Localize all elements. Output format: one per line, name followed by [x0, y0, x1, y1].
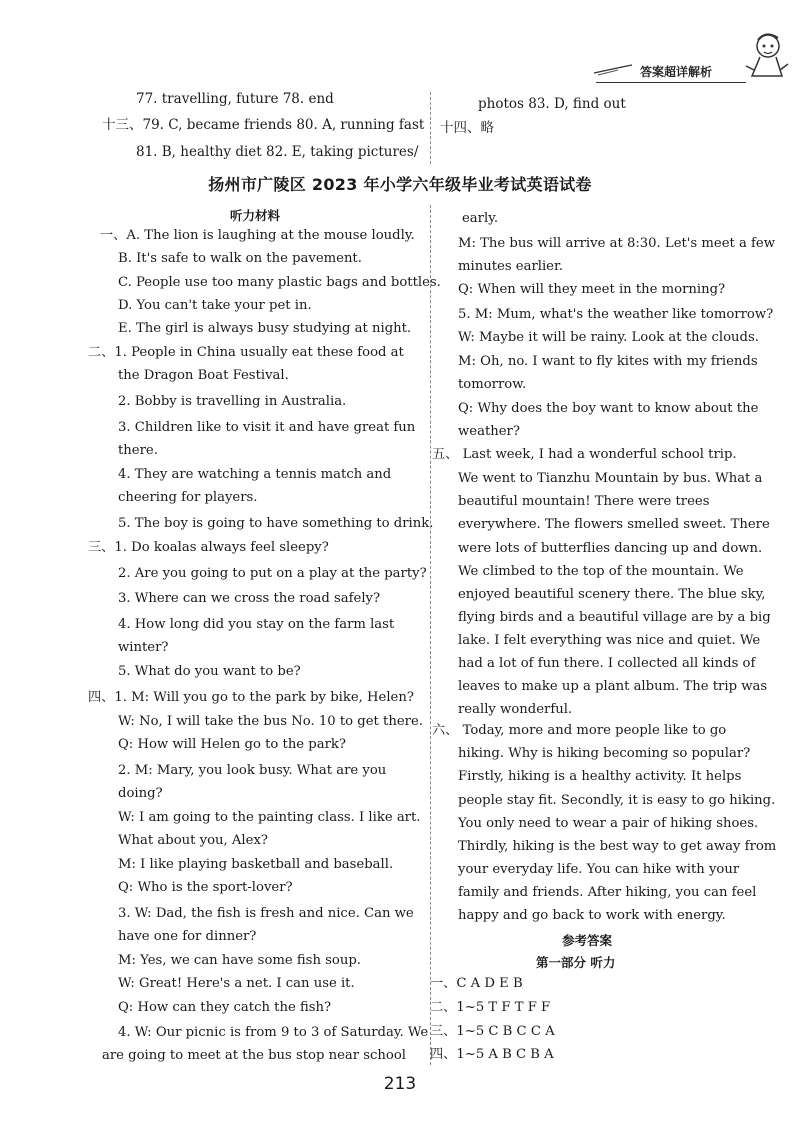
text-line: doing? [118, 786, 163, 801]
text-line: weather? [458, 424, 520, 439]
top-answer-line: 77. travelling, future 78. end [136, 91, 334, 107]
text-line: 3. Children like to visit it and have great fun [118, 420, 416, 435]
text-line: have one for dinner? [118, 929, 257, 944]
pen-icon [592, 63, 636, 77]
answer-line: 二、1~5 T F T F F [430, 1000, 551, 1015]
text-line: M: Oh, no. I want to fly kites with my friends [458, 354, 758, 369]
text-line: M: Yes, we can have some fish soup. [118, 953, 361, 968]
header-decoration [592, 62, 636, 81]
text-line: W: Maybe it will be rainy. Look at the clouds. [458, 330, 759, 345]
exam-title: 扬州市广陵区 2023 年小学六年级毕业考试英语试卷 [208, 175, 592, 194]
text-line: W: No, I will take the bus No. 10 to get there. [118, 714, 423, 729]
text-line: Q: Why does the boy want to know about the [458, 401, 759, 416]
text-line: 一、A. The lion is laughing at the mouse loudly. [100, 228, 415, 243]
text-line: cheering for players. [118, 490, 258, 505]
text-line: early. [462, 211, 499, 226]
text-line: C. People use too many plastic bags and bottles. [118, 275, 441, 290]
text-line: 2. Bobby is travelling in Australia. [118, 394, 347, 409]
text-line: are going to meet at the bus stop near school [102, 1048, 407, 1063]
text-line: You only need to wear a pair of hiking shoes. [458, 816, 759, 831]
column-divider-top [430, 92, 431, 164]
section-heading-listening: 听力材料 [230, 208, 281, 223]
text-line: 4. They are watching a tennis match and [118, 467, 392, 482]
section-heading-answers: 参考答案 [562, 933, 613, 948]
text-line: really wonderful. [458, 702, 573, 717]
text-line: 2. Are you going to put on a play at the party? [118, 566, 427, 581]
text-line: We climbed to the top of the mountain. We [458, 564, 744, 579]
section-heading-part1: 第一部分 听力 [536, 955, 616, 970]
text-line: 5. What do you want to be? [118, 664, 301, 679]
text-line: flying birds and a beautiful village are by a big [458, 610, 771, 625]
text-line: hiking. Why is hiking becoming so popular? [458, 746, 751, 761]
text-line: winter? [118, 640, 169, 655]
text-line: D. You can't take your pet in. [118, 298, 312, 313]
text-line: were lots of butterflies dancing up and down. [458, 541, 763, 556]
text-line: W: Great! Here's a net. I can use it. [118, 976, 355, 991]
mascot-illustration [742, 30, 792, 90]
text-line: 5. The boy is going to have something to drink. [118, 516, 434, 531]
answer-line: 四、1~5 A B C B A [430, 1047, 554, 1062]
text-line: the Dragon Boat Festival. [118, 368, 289, 383]
cartoon-boy-icon [742, 30, 792, 86]
text-line: B. It's safe to walk on the pavement. [118, 251, 362, 266]
text-line: leaves to make up a plant album. The trip was [458, 679, 768, 694]
text-line: Q: How can they catch the fish? [118, 1000, 332, 1015]
text-line: had a lot of fun there. I collected all kinds of [458, 656, 756, 671]
top-answer-line: 81. B, healthy diet 82. E, taking pictures/ [136, 144, 419, 160]
text-line: minutes earlier. [458, 259, 564, 274]
text-line: M: I like playing basketball and baseball. [118, 857, 394, 872]
text-line: 5. M: Mum, what's the weather like tomorrow? [458, 307, 774, 322]
text-line: Firstly, hiking is a healthy activity. It helps [458, 769, 742, 784]
text-line: 3. W: Dad, the fish is fresh and nice. Can we [118, 906, 414, 921]
text-line: M: The bus will arrive at 8:30. Let's meet a few [458, 236, 776, 251]
text-line: people stay fit. Secondly, it is easy to go hiking. [458, 793, 776, 808]
text-line: Q: How will Helen go to the park? [118, 737, 346, 752]
text-line: family and friends. After hiking, you can feel [458, 885, 757, 900]
header-brand: 答案超详解析 [640, 65, 713, 79]
text-line: Q: When will they meet in the morning? [458, 282, 726, 297]
text-line: 3. Where can we cross the road safely? [118, 591, 381, 606]
text-line: Q: Who is the sport-lover? [118, 880, 293, 895]
text-line: tomorrow. [458, 377, 527, 392]
top-answer-line: photos 83. D, find out [478, 96, 626, 112]
top-answer-line: 十三、79. C, became friends 80. A, running fast [102, 117, 425, 133]
text-line: there. [118, 443, 158, 458]
text-line: 三、1. Do koalas always feel sleepy? [88, 540, 329, 555]
text-line: happy and go back to work with energy. [458, 908, 726, 923]
text-line: your everyday life. You can hike with your [458, 862, 740, 877]
text-line: 四、1. M: Will you go to the park by bike, Helen? [88, 690, 414, 705]
answer-line: 一、C A D E B [430, 976, 523, 991]
header-rule [596, 82, 746, 83]
text-line: enjoyed beautiful scenery there. The blue sky, [458, 587, 766, 602]
text-line: 4. W: Our picnic is from 9 to 3 of Saturday. We [118, 1025, 429, 1040]
text-line: everywhere. The flowers smelled sweet. There [458, 517, 770, 532]
column-divider [430, 205, 431, 1065]
text-line: 六、 Today, more and more people like to go [432, 723, 727, 738]
text-line: 4. How long did you stay on the farm last [118, 617, 395, 632]
top-answer-line: 十四、略 [440, 120, 494, 136]
page-number: 213 [383, 1074, 417, 1094]
text-line: 五、 Last week, I had a wonderful school trip. [432, 447, 737, 462]
text-line: lake. I felt everything was nice and quiet. We [458, 633, 761, 648]
text-line: Thirdly, hiking is the best way to get away from [458, 839, 777, 854]
text-line: beautiful mountain! There were trees [458, 494, 710, 509]
text-line: 2. M: Mary, you look busy. What are you [118, 763, 387, 778]
text-line: We went to Tianzhu Mountain by bus. What a [458, 471, 763, 486]
text-line: W: I am going to the painting class. I like art. [118, 810, 421, 825]
text-line: What about you, Alex? [118, 833, 268, 848]
answer-line: 三、1~5 C B C C A [430, 1024, 555, 1039]
text-line: 二、1. People in China usually eat these food at [88, 345, 404, 360]
text-line: E. The girl is always busy studying at night. [118, 321, 412, 336]
